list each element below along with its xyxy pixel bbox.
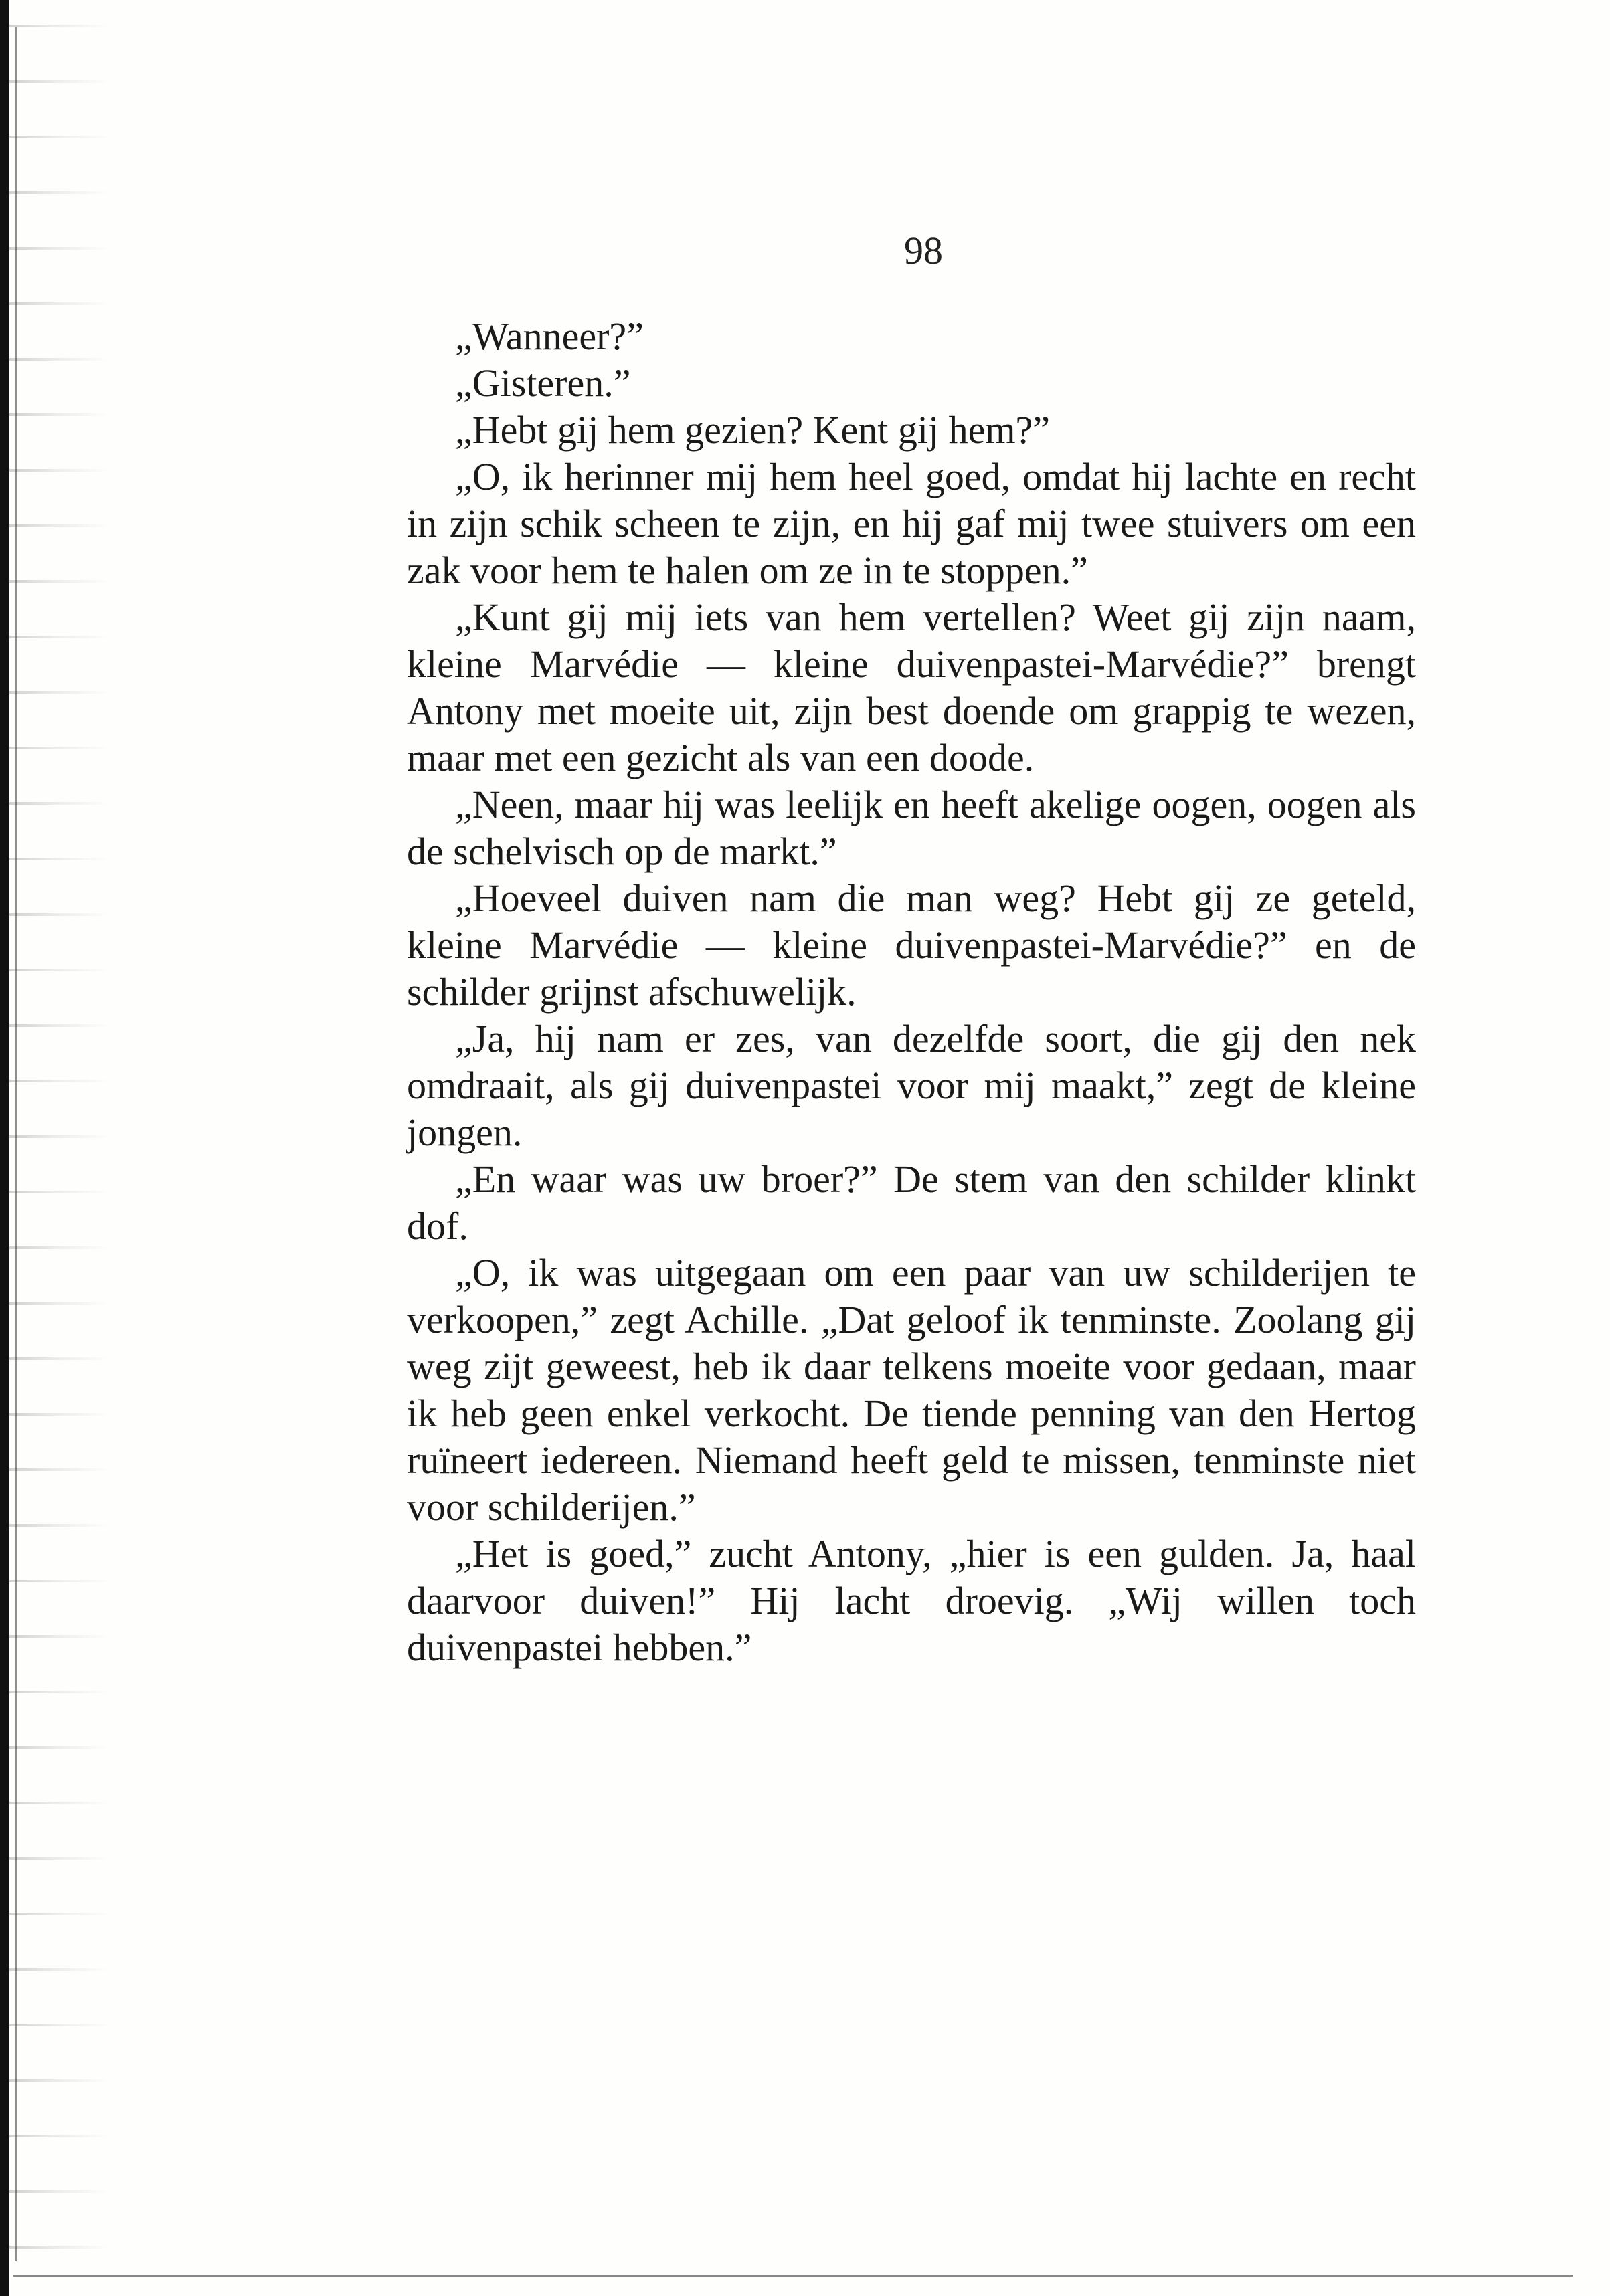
paragraph: „Hoeveel duiven nam die man weg? Hebt gij ze geteld, kleine Marvédie — kleine duivenpastei-Marvédie?” en de schilder grijnst afschuwelijk. <box>407 876 1416 1014</box>
paragraph: „O, ik was uitgegaan om een paar van uw schilderijen te verkoopen,” zegt Achille. „Dat geloof ik tenminste. Zoolang gij weg zijt geweest, heb ik daar telkens moeite voor gedaan, maar ik heb geen enkel verkocht. De tiende penning van den Hertog ruïneert iedereen. Niemand heeft geld te missen, tenminste niet voor schilderijen.” <box>407 1251 1416 1529</box>
paragraph: „Kunt gij mij iets van hem vertellen? Weet gij zijn naam, kleine Marvédie — kleine duivenpastei-Marvédie?” brengt Antony met moeite uit, zijn best doende om grappig te wezen, maar met een gezicht als van een doode. <box>407 595 1416 779</box>
paragraph: „Neen, maar hij was leelijk en heeft akelige oogen, oogen als de schelvisch op de markt.” <box>407 783 1416 873</box>
body-text <box>407 313 1416 1671</box>
bottom-edge-rule <box>13 2275 1573 2277</box>
paragraph: „O, ik herinner mij hem heel goed, omdat hij lachte en recht in zijn schik scheen te zijn, en hij gaf mij twee stuivers om een zak voor hem te halen om ze in te stoppen.” <box>407 455 1416 592</box>
paragraph: „En waar was uw broer?” De stem van den schilder klinkt dof. <box>407 1157 1416 1248</box>
paragraph: „Ja, hij nam er zes, van dezelfde soort, die gij den nek omdraait, als gij duivenpastei voor mij maakt,” zegt de kleine jongen. <box>407 1017 1416 1154</box>
paragraph: „Hebt gij hem gezien? Kent gij hem?” <box>455 408 1050 452</box>
binding-shadow <box>9 0 110 2296</box>
paragraph: „Wanneer?” <box>455 314 644 358</box>
page-number: 98 <box>904 229 943 272</box>
paragraph: „Gisteren.” <box>455 361 631 405</box>
binding-line <box>15 27 17 2261</box>
binding-edge <box>0 0 9 2296</box>
paragraph: „Het is goed,” zucht Antony, „hier is een gulden. Ja, haal daarvoor duiven!” Hij lacht droevig. „Wij willen toch duivenpastei hebben.” <box>407 1532 1416 1669</box>
